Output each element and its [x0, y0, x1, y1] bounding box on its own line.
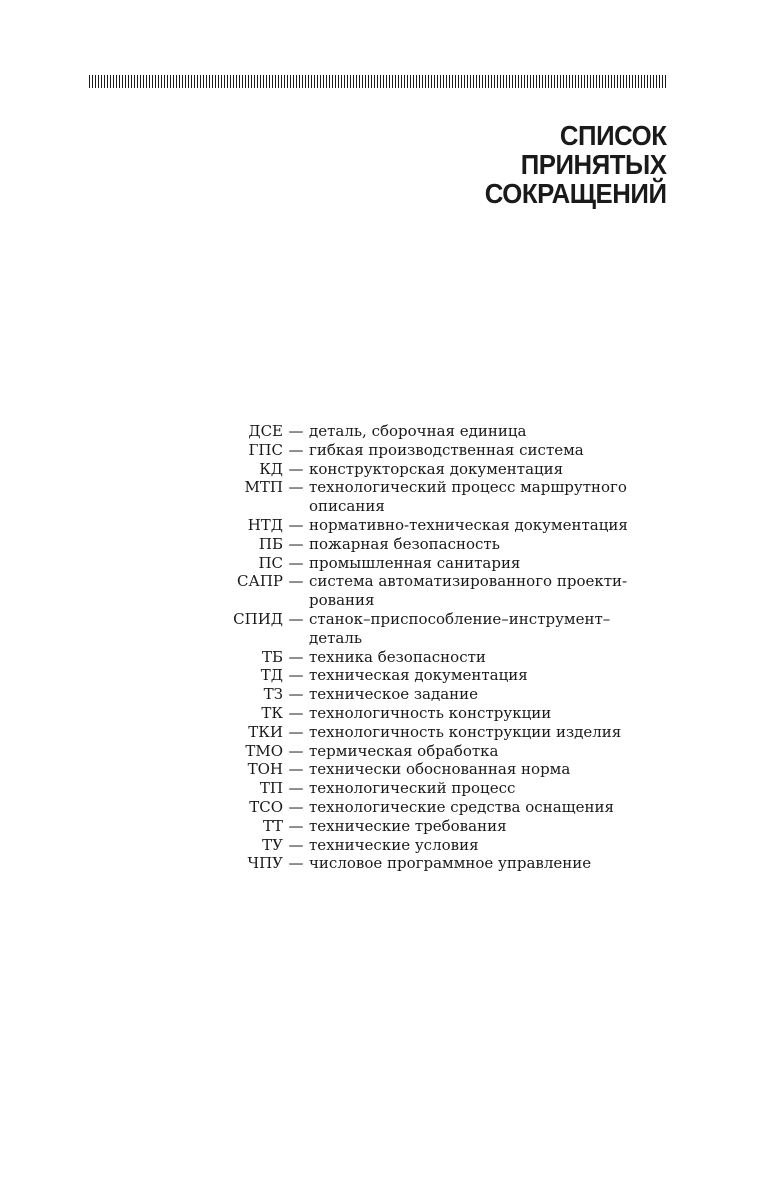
- abbreviation-term: ТБ: [261, 647, 283, 666]
- decorative-header-rule: [89, 75, 668, 88]
- abbreviation-row: [222, 441, 682, 460]
- em-dash-separator: —: [288, 722, 304, 741]
- abbreviation-term: ТП: [259, 779, 283, 798]
- abbreviation-definition: технические требования: [309, 816, 507, 835]
- abbreviation-row: [222, 666, 682, 685]
- em-dash-separator: —: [288, 779, 304, 798]
- abbreviation-definition: технические условия: [309, 835, 479, 854]
- abbreviation-definition: станок–приспособление–инструмент– деталь: [309, 609, 611, 647]
- abbreviation-row: [222, 836, 682, 855]
- abbreviation-definition: технологичность конструкции изделия: [309, 722, 622, 741]
- abbreviation-definition: конструкторская документация: [309, 459, 564, 478]
- abbreviation-term: ПС: [258, 553, 283, 572]
- abbreviation-definition: техническое задание: [309, 685, 479, 704]
- abbreviation-term: ТМО: [245, 741, 283, 760]
- abbreviation-row: [222, 648, 682, 667]
- em-dash-separator: —: [288, 666, 304, 685]
- em-dash-separator: —: [288, 609, 304, 628]
- abbreviation-term: ПБ: [258, 534, 283, 553]
- em-dash-separator: —: [288, 572, 304, 591]
- abbreviation-term: ЧПУ: [247, 854, 283, 873]
- abbreviation-row: [222, 798, 682, 817]
- abbreviation-term: ГПС: [248, 440, 283, 459]
- abbreviation-row: [222, 516, 682, 535]
- abbreviation-term: ТСО: [249, 797, 283, 816]
- abbreviation-term: ТД: [260, 666, 283, 685]
- abbreviation-list: [222, 422, 682, 873]
- abbreviation-term: ТУ: [262, 835, 283, 854]
- title-line: СОКРАЩЕНИЙ: [485, 178, 667, 209]
- abbreviation-row: [222, 854, 682, 873]
- abbreviation-definition: техническая документация: [309, 666, 528, 685]
- abbreviation-definition: нормативно-техническая документация: [309, 515, 628, 534]
- abbreviation-definition: технологические средства оснащения: [309, 797, 614, 816]
- abbreviation-term: ТКИ: [248, 722, 283, 741]
- em-dash-separator: —: [288, 703, 304, 722]
- abbreviation-row: [222, 779, 682, 798]
- abbreviation-row: [222, 422, 682, 441]
- abbreviation-definition: технологичность конструкции: [309, 703, 552, 722]
- abbreviation-term: СПИД: [233, 609, 283, 628]
- em-dash-separator: —: [288, 515, 304, 534]
- abbreviation-term: ТК: [261, 703, 283, 722]
- abbreviation-definition: числовое программное управление: [309, 854, 592, 873]
- em-dash-separator: —: [288, 835, 304, 854]
- abbreviation-row: [222, 685, 682, 704]
- em-dash-separator: —: [288, 647, 304, 666]
- em-dash-separator: —: [288, 741, 304, 760]
- abbreviation-row: [222, 460, 682, 479]
- abbreviation-definition: деталь, сборочная единица: [309, 422, 527, 440]
- em-dash-separator: —: [288, 854, 304, 873]
- abbreviation-definition: технически обоснованная норма: [309, 760, 571, 779]
- abbreviation-term: МТП: [244, 478, 283, 497]
- em-dash-separator: —: [288, 685, 304, 704]
- em-dash-separator: —: [288, 422, 304, 440]
- title-line: СПИСОК: [560, 120, 667, 151]
- abbreviation-row: [222, 572, 682, 610]
- abbreviation-term: САПР: [236, 572, 283, 591]
- abbreviation-definition: технологический процесс: [309, 779, 516, 798]
- abbreviation-term: ТОН: [247, 760, 283, 779]
- abbreviation-row: [222, 535, 682, 554]
- abbreviation-term: ТЗ: [263, 685, 283, 704]
- em-dash-separator: —: [288, 478, 304, 497]
- page-title: [485, 121, 667, 208]
- abbreviation-definition: гибкая производственная система: [309, 440, 584, 459]
- abbreviation-row: [222, 760, 682, 779]
- abbreviation-definition: термическая обработка: [309, 741, 499, 760]
- abbreviation-row: [222, 723, 682, 742]
- abbreviation-row: [222, 704, 682, 723]
- abbreviation-row: [222, 478, 682, 516]
- abbreviation-row: [222, 817, 682, 836]
- abbreviation-definition: пожарная безопасность: [309, 534, 500, 553]
- em-dash-separator: —: [288, 534, 304, 553]
- abbreviation-definition: промышленная санитария: [309, 553, 521, 572]
- abbreviation-term: НТД: [247, 515, 283, 534]
- em-dash-separator: —: [288, 816, 304, 835]
- abbreviation-row: [222, 610, 682, 648]
- abbreviation-term: ДСЕ: [248, 422, 283, 440]
- em-dash-separator: —: [288, 459, 304, 478]
- em-dash-separator: —: [288, 797, 304, 816]
- abbreviation-definition: технологический процесс маршрутного описания: [309, 478, 627, 516]
- abbreviation-row: [222, 742, 682, 761]
- abbreviation-term: ТТ: [262, 816, 283, 835]
- abbreviation-row: [222, 554, 682, 573]
- title-line: ПРИНЯТЫХ: [521, 149, 667, 180]
- abbreviation-term: КД: [259, 459, 283, 478]
- em-dash-separator: —: [288, 760, 304, 779]
- em-dash-separator: —: [288, 440, 304, 459]
- abbreviation-definition: техника безопасности: [309, 647, 486, 666]
- abbreviation-definition: система автоматизированного проекти- рования: [309, 572, 628, 610]
- em-dash-separator: —: [288, 553, 304, 572]
